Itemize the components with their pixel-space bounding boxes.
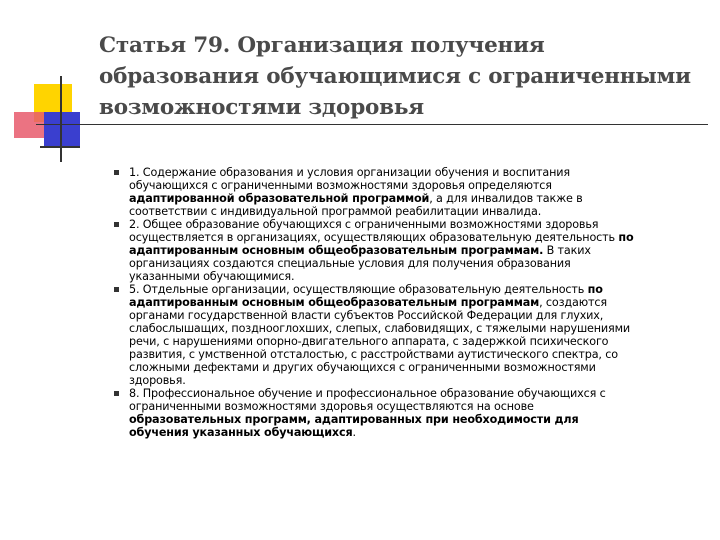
text-line — [129, 361, 704, 374]
text-run: речи, с нарушениями опорно-двигательного аппарата, с задержкой психического — [129, 335, 609, 348]
bullet-list — [114, 166, 704, 439]
text-line — [129, 166, 704, 179]
bold-text: по — [618, 231, 634, 244]
title-line: возможностями здоровья — [99, 95, 424, 120]
text-run: , а для инвалидов также в — [429, 192, 583, 205]
text-line — [129, 348, 704, 361]
list-item — [114, 166, 704, 218]
text-run: сложными дефектами и других обучающихся с ограниченными возможностями — [129, 361, 596, 374]
text-line — [129, 335, 704, 348]
text-line — [129, 192, 704, 205]
bold-text: адаптированной образовательной программой — [129, 192, 430, 205]
decor-vertical-line — [60, 76, 62, 162]
text-run: 5. Отдельные организации, осуществляющие образовательную деятельность — [129, 283, 588, 296]
text-line — [129, 257, 704, 270]
bullet-square-icon — [114, 222, 119, 227]
text-run: . — [352, 426, 356, 439]
text-line — [129, 387, 704, 400]
text-line — [129, 426, 704, 439]
text-line — [129, 322, 704, 335]
title-line: Статья 79. Организация получения — [99, 33, 545, 58]
bullet-square-icon — [114, 391, 119, 396]
text-run: органами государственной власти субъектов Российской Федерации для глухих, — [129, 309, 604, 322]
text-line — [129, 218, 704, 231]
text-line — [129, 309, 704, 322]
text-line — [129, 205, 704, 218]
decor-horizontal-line — [36, 124, 708, 125]
text-run: слабослышащих, позднооглохших, слепых, слабовидящих, с тяжелыми нарушениями — [129, 322, 631, 335]
list-item — [114, 283, 704, 387]
text-line — [129, 244, 704, 257]
bullet-square-icon — [114, 170, 119, 175]
text-run: соответствии с индивидуальной программой реабилитации инвалида. — [129, 205, 542, 218]
text-line — [129, 296, 704, 309]
text-run: указанными обучающимися. — [129, 270, 295, 283]
text-run: ограниченными возможностями здоровья осуществляются на основе — [129, 400, 534, 413]
text-line — [129, 283, 704, 296]
list-item — [114, 218, 704, 283]
text-line — [129, 374, 704, 387]
bold-text: адаптированным основным общеобразовательным программам. — [129, 244, 544, 257]
text-run: , создаются — [539, 296, 607, 309]
bold-text: обучения указанных обучающихся — [129, 426, 353, 439]
bold-text: образовательных программ, адаптированных при необходимости для — [129, 413, 579, 426]
text-run: осуществляется в организациях, осуществляющих образовательную деятельность — [129, 231, 619, 244]
text-run: организациях создаются специальные условия для получения образования — [129, 257, 571, 270]
decor-short-line — [40, 146, 80, 148]
list-item — [114, 387, 704, 439]
text-run: 8. Профессиональное обучение и профессиональное образование обучающихся с — [129, 387, 606, 400]
bullet-square-icon — [114, 287, 119, 292]
text-line — [129, 270, 704, 283]
text-run: В таких — [543, 244, 591, 257]
text-run: здоровья. — [129, 374, 186, 387]
title-line: образования обучающимися с ограниченными — [99, 64, 691, 89]
text-run: обучающихся с ограниченными возможностями здоровья определяются — [129, 179, 552, 192]
text-run: 1. Содержание образования и условия организации обучения и воспитания — [129, 166, 570, 179]
text-line — [129, 231, 704, 244]
slide-title — [99, 30, 709, 123]
text-run: 2. Общее образование обучающихся с ограниченными возможностями здоровья — [129, 218, 599, 231]
text-line — [129, 400, 704, 413]
bold-text: по — [587, 283, 603, 296]
text-line — [129, 413, 704, 426]
text-line — [129, 179, 704, 192]
bold-text: адаптированным основным общеобразовательным программам — [129, 296, 540, 309]
decor-blue-square — [44, 112, 80, 148]
text-run: развития, с умственной отсталостью, с расстройствами аутистического спектра, со — [129, 348, 618, 361]
